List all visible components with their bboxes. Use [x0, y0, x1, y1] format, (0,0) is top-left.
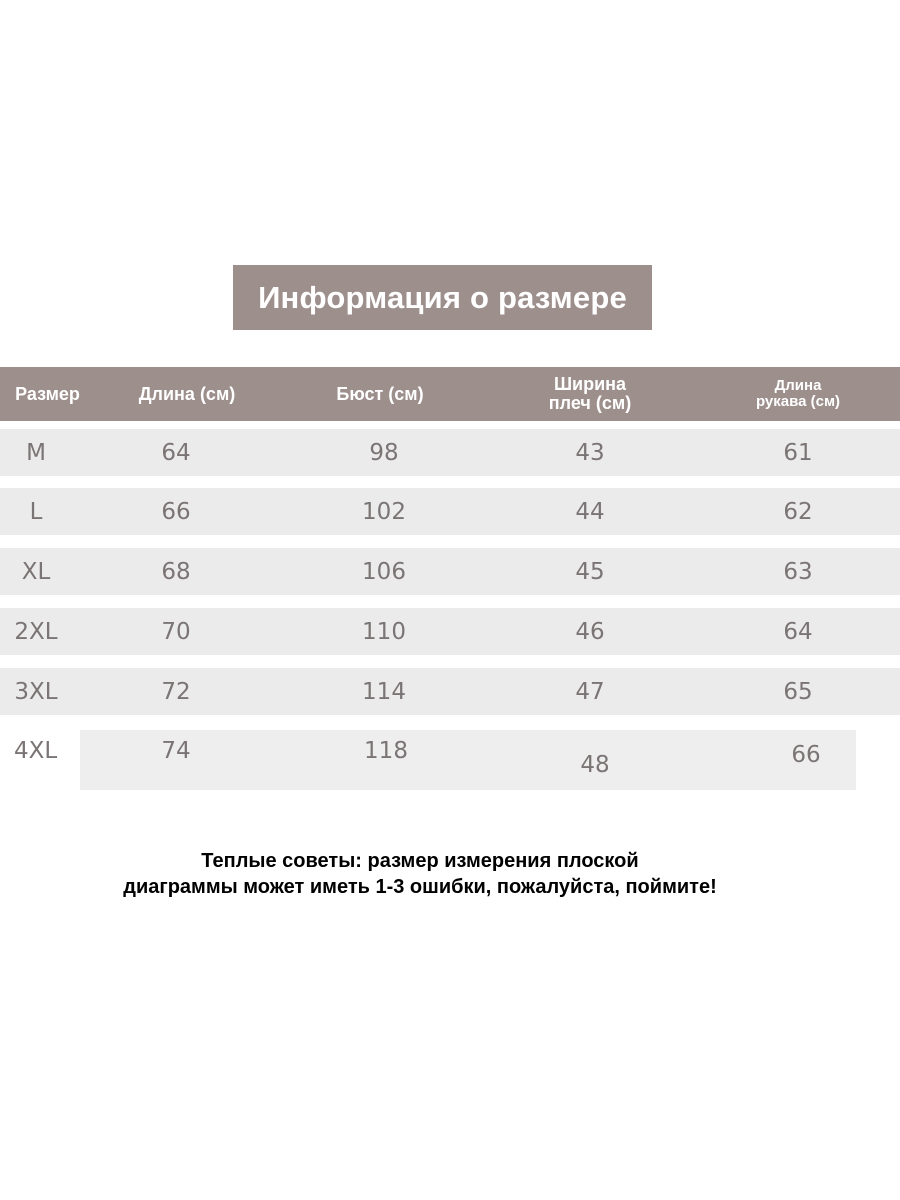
length-cell: 68 — [161, 558, 191, 585]
sleeve-cell: 64 — [783, 618, 813, 645]
table-header — [0, 367, 900, 421]
sleeve-cell: 66 — [791, 742, 821, 768]
bust-cell: 106 — [362, 558, 406, 585]
shoulder-cell: 43 — [575, 439, 605, 466]
note-line-2: диаграммы может иметь 1-3 ошибки, пожалуйста, поймите! — [123, 876, 717, 898]
header-shoulder-line1: Ширина — [553, 374, 627, 395]
size-cell: 2XL — [14, 618, 58, 645]
header-sleeve-length — [718, 367, 878, 421]
length-cell: 74 — [161, 738, 191, 764]
sleeve-cell: 61 — [783, 439, 813, 466]
page-title: Информация о размере — [233, 265, 652, 330]
sleeve-cell: 63 — [783, 558, 813, 585]
table-row — [14, 730, 856, 790]
size-cell: L — [29, 498, 43, 525]
size-cell: 3XL — [14, 678, 58, 705]
bust-cell: 98 — [369, 439, 399, 466]
length-cell: 72 — [161, 678, 191, 705]
header-length — [112, 367, 262, 421]
header-shoulder-width — [505, 367, 675, 421]
table-row — [0, 429, 900, 476]
sleeve-cell: 65 — [783, 678, 813, 705]
bust-cell: 118 — [364, 738, 408, 764]
shoulder-cell: 48 — [580, 752, 610, 778]
table-row — [0, 668, 900, 715]
size-cell: M — [26, 439, 46, 466]
table-row — [0, 548, 900, 595]
length-cell: 64 — [161, 439, 191, 466]
shoulder-cell: 44 — [575, 498, 605, 525]
measurement-note — [0, 848, 840, 900]
note-line-1: Теплые советы: размер измерения плоской — [201, 850, 639, 872]
header-size — [0, 367, 95, 421]
header-sleeve-line2: рукава (см) — [755, 393, 841, 410]
length-cell: 66 — [161, 498, 191, 525]
bust-cell: 102 — [362, 498, 406, 525]
length-cell: 70 — [161, 618, 191, 645]
bust-cell: 110 — [362, 618, 406, 645]
header-size-label: Размер — [15, 383, 80, 404]
size-cell: XL — [21, 558, 51, 585]
table-row — [0, 488, 900, 535]
shoulder-cell: 45 — [575, 558, 605, 585]
sleeve-cell: 62 — [783, 498, 813, 525]
header-length-label: Длина (см) — [138, 383, 236, 404]
header-sleeve-line1: Длина — [774, 377, 822, 395]
size-cell: 4XL — [14, 738, 58, 764]
table-row — [0, 608, 900, 655]
header-bust — [300, 367, 460, 421]
bust-cell: 114 — [362, 678, 406, 705]
header-bust-label: Бюст (см) — [336, 383, 424, 404]
shoulder-cell: 46 — [575, 618, 605, 645]
header-shoulder-line2: плеч (см) — [548, 393, 632, 413]
shoulder-cell: 47 — [575, 678, 605, 705]
